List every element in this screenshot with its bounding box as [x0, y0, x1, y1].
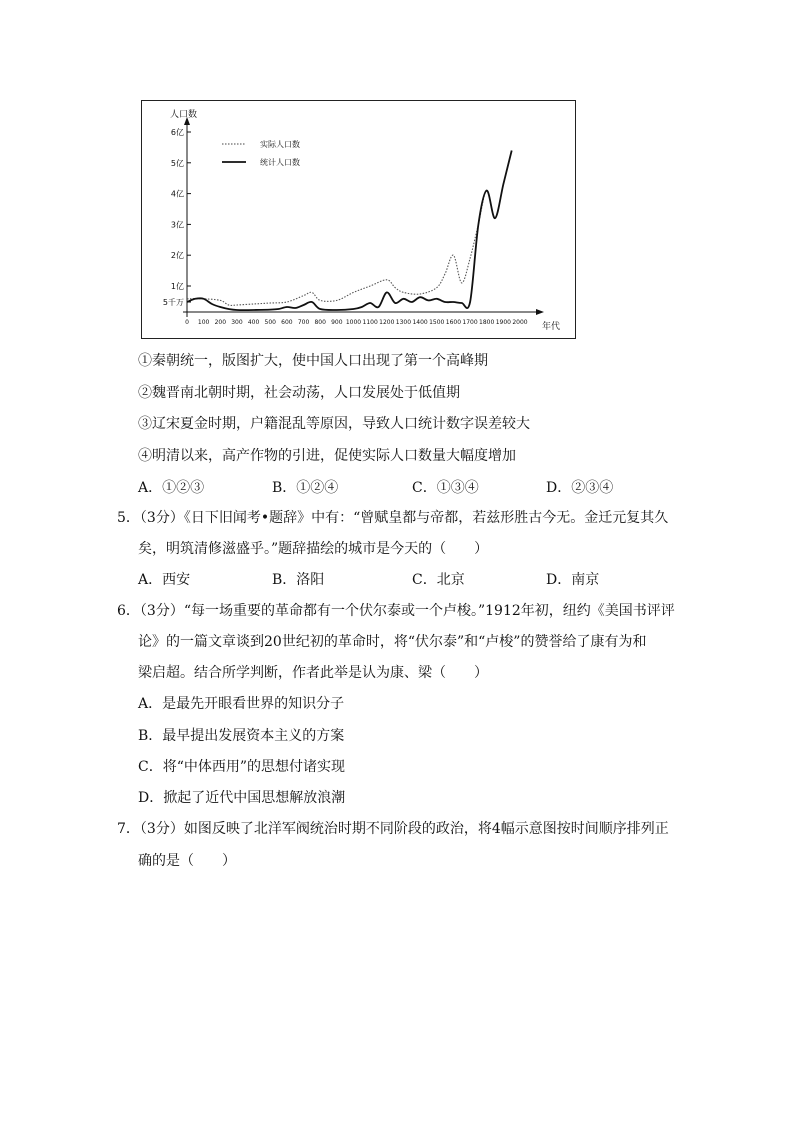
series-actual-line	[187, 151, 512, 306]
x-tick-label: 1800	[479, 319, 495, 326]
x-tick-label: 2000	[512, 319, 528, 326]
q5-option-a[interactable]: A．西安	[138, 572, 191, 588]
x-tick-label: 1200	[379, 319, 395, 326]
q4-option-b[interactable]: B．①②④	[272, 480, 339, 496]
q5-stem-line1: 5．（3分）《日下旧闻考•题辞》中有：“曾赋皇都与帝都，若兹形胜古今无。金迁元复其久	[117, 510, 669, 526]
x-tick-label: 1700	[462, 319, 478, 326]
q4-option-c[interactable]: C．①③④	[412, 480, 479, 496]
x-tick-label: 1400	[412, 319, 428, 326]
x-tick-label: 1100	[362, 319, 378, 326]
q6-option-b[interactable]: B．最早提出发展资本主义的方案	[138, 728, 345, 744]
y-axis-label: 人口数	[170, 110, 198, 120]
x-tick-label: 400	[247, 319, 260, 326]
q6-stem-line2: 论》的一篇文章谈到20世纪初的革命时，将“伏尔泰”和“卢梭”的赞誉给了康有为和	[138, 634, 647, 650]
x-axis-label: 年代	[542, 322, 561, 332]
q5-option-b[interactable]: B．洛阳	[272, 572, 325, 588]
q6-stem-line3: 梁启超。结合所学判断，作者此举是认为康、梁（ ）	[138, 665, 488, 681]
x-tick-label: 300	[231, 319, 243, 326]
statement-1: ①秦朝统一，版图扩大，使中国人口出现了第一个高峰期	[138, 353, 488, 369]
statement-3: ③辽宋夏金时期，户籍混乱等原因，导致人口统计数字误差较大	[138, 416, 530, 432]
x-tick-label: 100	[197, 319, 210, 326]
y-tick-label: 5千万	[162, 298, 184, 307]
series-statistical-line	[187, 151, 512, 311]
q5-stem-line2: 矣，明筑清修滋盛乎。”题辞描绘的城市是今天的（ ）	[138, 541, 489, 557]
x-tick-label: 1900	[495, 319, 511, 326]
legend-label-statistical: 统计人口数	[260, 158, 300, 167]
q5-option-c[interactable]: C．北京	[412, 572, 465, 588]
y-tick-label: 4亿	[170, 189, 184, 199]
statement-4: ④明清以来，高产作物的引进，促使实际人口数量大幅度增加	[138, 448, 516, 464]
y-tick-label: 1亿	[170, 282, 184, 291]
y-tick-label: 2亿	[170, 251, 184, 261]
x-tick-label: 200	[214, 319, 227, 326]
statement-2: ②魏晋南北朝时期，社会动荡，人口发展处于低值期	[138, 385, 460, 401]
x-tick-label: 0	[185, 319, 189, 326]
y-tick-label: 3亿	[170, 220, 184, 230]
x-tick-label: 1500	[429, 319, 445, 326]
x-axis-arrow	[536, 309, 544, 315]
population-chart-svg	[142, 101, 577, 340]
legend-label-actual: 实际人口数	[260, 140, 300, 149]
population-chart	[141, 100, 576, 339]
q6-stem-line1: 6．（3分）“每一场重要的革命都有一个伏尔泰或一个卢梭。”1912年初，纽约《美国书评评	[117, 603, 675, 619]
q6-option-a[interactable]: A．是最先开眼看世界的知识分子	[138, 696, 345, 712]
x-tick-label: 1300	[395, 319, 412, 326]
y-tick-label: 6亿	[170, 128, 184, 137]
x-tick-label: 500	[264, 319, 276, 326]
x-tick-label: 700	[297, 319, 310, 326]
x-tick-label: 800	[314, 319, 326, 326]
q6-option-d[interactable]: D．掀起了近代中国思想解放浪潮	[138, 790, 346, 806]
x-tick-label: 1600	[445, 319, 462, 326]
x-tick-label: 600	[281, 319, 293, 326]
q4-option-d[interactable]: D．②③④	[546, 480, 614, 496]
q7-stem-line1: 7．（3分）如图反映了北洋军阀统治时期不同阶段的政治，将4幅示意图按时间顺序排列正	[117, 821, 669, 837]
q4-option-a[interactable]: A．①②③	[138, 480, 205, 496]
q7-stem-line2: 确的是（ ）	[138, 853, 236, 869]
q5-option-d[interactable]: D．南京	[546, 572, 600, 588]
q6-option-c[interactable]: C．将“中体西用”的思想付诸实现	[138, 759, 346, 775]
y-tick-label: 5亿	[170, 158, 184, 168]
x-tick-label: 900	[331, 319, 343, 326]
x-tick-label: 1000	[345, 319, 362, 326]
